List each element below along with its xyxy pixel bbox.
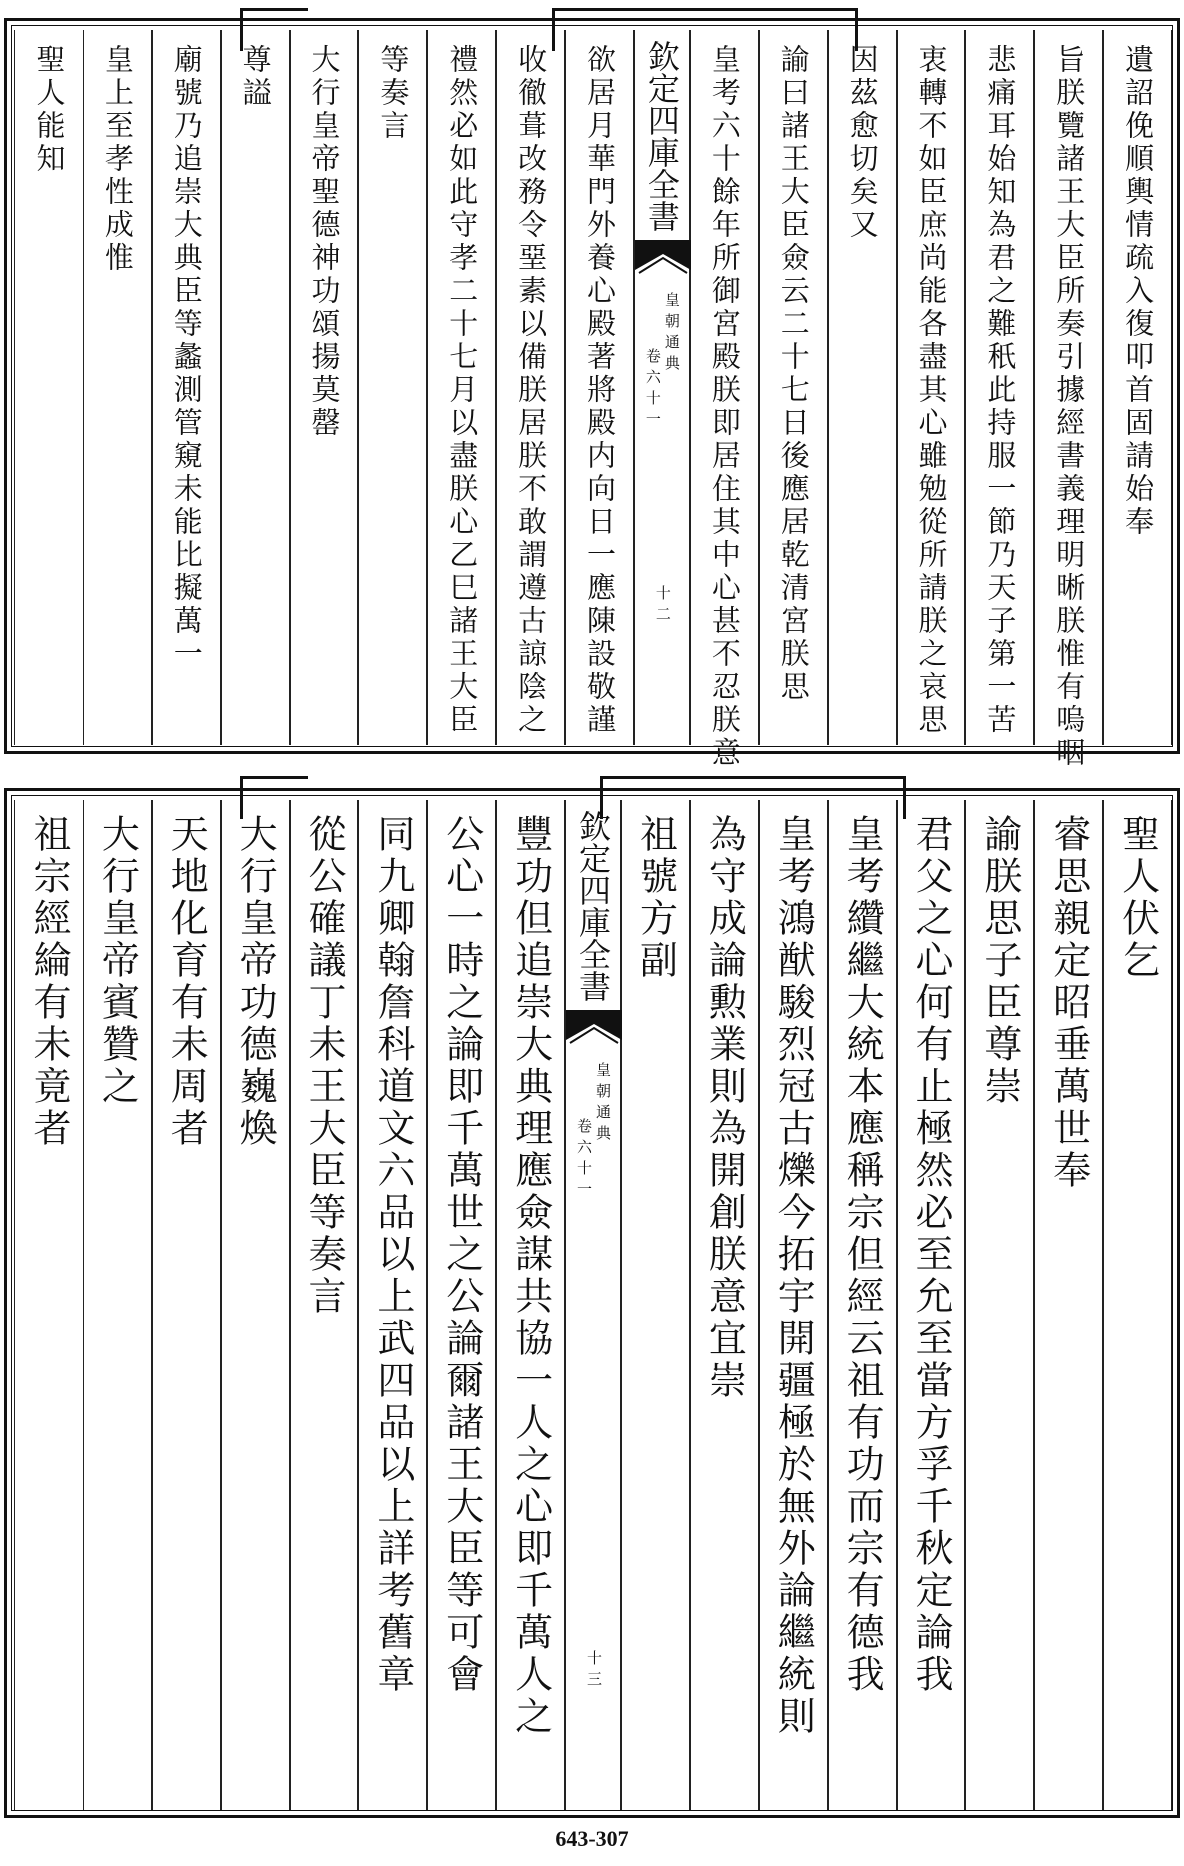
column-text: 因茲愈切矣又 — [845, 44, 880, 242]
column-text: 祖號方副 — [633, 814, 678, 982]
book-title: 皇朝通典 — [594, 1062, 612, 1146]
column-text: 公心一時之論即千萬世之公論爾諸王大臣等可會 — [439, 814, 484, 1696]
text-column — [828, 30, 897, 745]
column-text: 遺詔俛順輿情疏入復叩首固請始奉 — [1121, 44, 1156, 539]
text-column — [358, 30, 427, 745]
page-number: 十三 — [585, 1650, 603, 1692]
column-text: 廟號乃追崇大典臣等蠡測管窺未能比擬萬一 — [169, 44, 204, 671]
text-column — [897, 30, 966, 745]
text-column — [1103, 800, 1172, 1810]
center-title: 欽定四庫全書 — [574, 810, 612, 1002]
column-text: 諭曰諸王大臣僉云二十七日後應居乾清宮朕思 — [776, 44, 811, 704]
column-text: 悲痛耳始知為君之難秖此持服一節乃天子第一苦 — [983, 44, 1018, 737]
column-text: 皇考纘繼大統本應稱宗但經云祖有功而宗有德我 — [840, 814, 885, 1696]
column-text: 皇考六十餘年所御宮殿朕即居住其中心甚不忍朕意 — [707, 44, 742, 770]
column-text: 天地化育有未周者 — [164, 814, 209, 1150]
column-text: 等奏言 — [376, 44, 411, 143]
text-column — [828, 800, 897, 1810]
fishtail-mark — [635, 240, 691, 276]
text-column — [221, 800, 290, 1810]
column-text: 聖人能知 — [32, 44, 67, 176]
column-text: 皇考鴻猷駿烈冠古爍今拓宇開疆極於無外論繼統則 — [771, 814, 816, 1738]
column-text: 祖宗經綸有未竟者 — [26, 814, 71, 1150]
column-text: 禮然必如此守孝二十七月以盡朕心乙巳諸王大臣 — [445, 44, 480, 737]
column-text: 同九卿翰詹科道文六品以上武四品以上詳考舊章 — [370, 814, 415, 1696]
center-strip — [565, 800, 621, 1810]
text-column — [965, 30, 1034, 745]
column-text: 欲居月華門外養心殿著將殿内向日一應陳設敬謹 — [582, 44, 617, 737]
text-column — [897, 800, 966, 1810]
text-column — [496, 800, 565, 1810]
text-column — [496, 30, 565, 745]
book-title: 皇朝通典 — [662, 292, 681, 376]
column-text: 收徹葺改務令堊素以備朕居朕不敢謂遵古諒陰之 — [514, 44, 549, 737]
column-text: 豐功但追崇大典理應僉謀共協一人之心即千萬人之 — [508, 814, 553, 1738]
text-column — [759, 800, 828, 1810]
bottom-columns — [14, 800, 1172, 1810]
top-page — [0, 0, 1184, 770]
center-strip — [634, 30, 690, 745]
column-text: 大行皇帝功德巍煥 — [233, 814, 278, 1150]
text-column — [290, 800, 359, 1810]
center-title: 欽定四庫全書 — [642, 40, 681, 232]
text-column — [290, 30, 359, 745]
volume-label: 卷六十一 — [643, 348, 662, 432]
text-column — [759, 30, 828, 745]
text-column — [152, 30, 221, 745]
column-text: 大行皇帝賓贊之 — [95, 814, 140, 1108]
bottom-page — [0, 770, 1184, 1820]
text-column — [965, 800, 1034, 1810]
text-column — [83, 30, 152, 745]
column-text: 尊謚 — [238, 44, 273, 110]
top-columns — [14, 30, 1172, 770]
text-column — [358, 800, 427, 1810]
text-column — [1034, 30, 1103, 770]
text-column — [621, 800, 690, 1810]
column-text: 睿思親定昭垂萬世奉 — [1046, 814, 1091, 1192]
page-number: 十二 — [653, 585, 672, 627]
text-column — [427, 30, 496, 745]
text-column — [1034, 800, 1103, 1810]
column-text: 皇上至孝性成惟 — [100, 44, 135, 275]
text-column — [14, 800, 83, 1810]
column-text: 大行皇帝聖德神功頌揚莫罄 — [307, 44, 342, 440]
text-column — [690, 800, 759, 1810]
fishtail-mark — [566, 1010, 622, 1046]
text-column — [427, 800, 496, 1810]
text-column — [221, 30, 290, 745]
text-column — [565, 30, 634, 745]
page-footer-id: 643-307 — [555, 1826, 629, 1851]
column-text: 聖人伏乞 — [1115, 814, 1160, 982]
text-column — [152, 800, 221, 1810]
text-column — [690, 30, 759, 770]
column-text: 君父之心何有止極然必至允至當方孚千秋定論我 — [908, 814, 953, 1696]
text-column — [14, 30, 83, 745]
column-text: 旨朕覽諸王大臣所奏引據經書義理明晰朕惟有嗚咽 — [1052, 44, 1087, 770]
text-column — [1103, 30, 1172, 745]
column-text: 從公確議丁未王大臣等奏言 — [301, 814, 346, 1318]
column-text: 為守成論勲業則為開創朕意宜崇 — [702, 814, 747, 1402]
text-column — [83, 800, 152, 1810]
column-text: 諭朕思子臣尊崇 — [977, 814, 1022, 1108]
column-text: 衷轉不如臣庶尚能各盡其心雖勉從所請朕之哀思 — [914, 44, 949, 737]
volume-label: 卷六十一 — [575, 1118, 593, 1202]
